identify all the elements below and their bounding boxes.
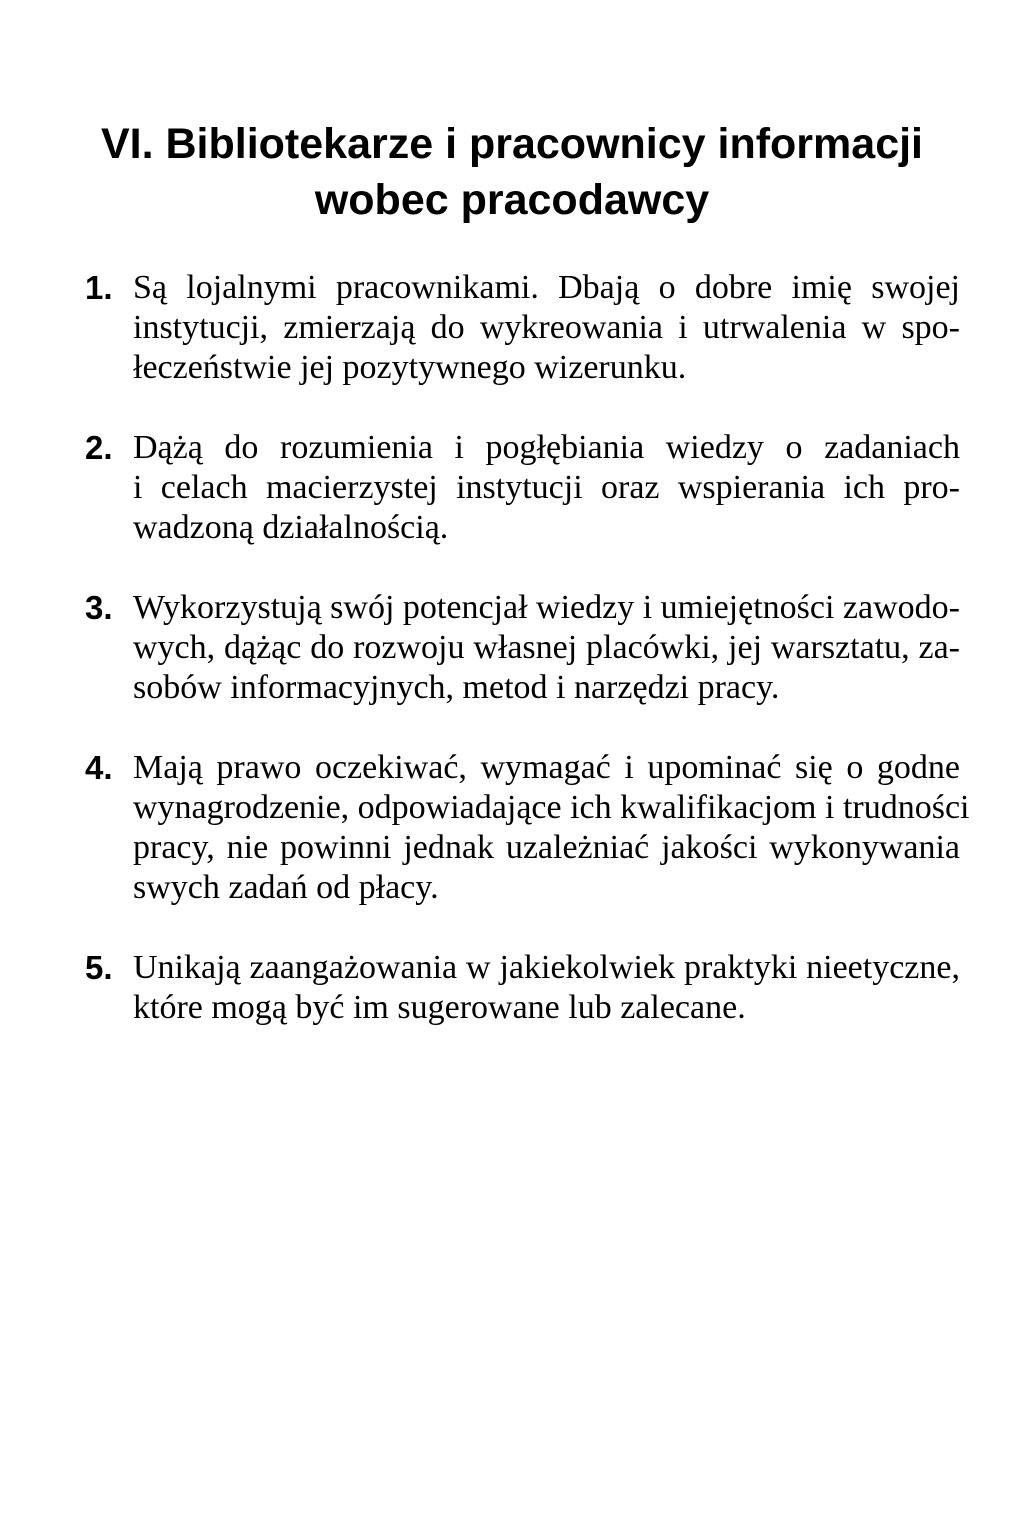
item-line: Są lojalnymi pracownikami. Dbają o dobre imię swojej [133, 269, 960, 306]
list-item [85, 948, 960, 1028]
item-line: sobów informacyjnych, metod i narzędzi pracy. [133, 669, 780, 706]
item-line: Unikają zaangażowania w jakiekolwiek praktyki nieetyczne, [133, 949, 960, 986]
item-line: Wykorzystują swój potencjał wiedzy i umiejętności zawodo- [133, 589, 960, 626]
item-number: 5. [85, 949, 113, 986]
list-item [85, 428, 960, 548]
item-line: i celach macierzystej instytucji oraz wspierania ich pro- [133, 469, 960, 506]
item-number: 2. [85, 429, 113, 466]
item-line: swych zadań od płacy. [133, 869, 439, 906]
item-number: 3. [85, 589, 113, 626]
item-line: wadzoną działalnością. [133, 509, 449, 546]
item-number: 4. [85, 749, 113, 786]
item-line: Mają prawo oczekiwać, wymagać i upominać się o godne [133, 749, 960, 786]
page-title [70, 116, 954, 228]
list-item [85, 268, 960, 388]
list-item [85, 588, 960, 708]
item-line: wych, dążąc do rozwoju własnej placówki, jej warsztatu, za- [133, 629, 960, 666]
numbered-list [85, 268, 970, 1068]
title-line-2: wobec pracodawcy [314, 176, 710, 224]
item-line: instytucji, zmierzają do wykreowania i utrwalenia w spo- [133, 309, 960, 346]
item-line: pracy, nie powinni jednak uzależniać jakości wykonywania [133, 829, 960, 866]
item-line: łeczeństwie jej pozytywnego wizerunku. [133, 349, 687, 386]
item-line: Dążą do rozumienia i pogłębiania wiedzy o zadaniach [133, 429, 960, 466]
title-line-1: VI. Bibliotekarze i pracownicy informacji [100, 120, 924, 168]
list-item [85, 748, 970, 908]
item-number: 1. [85, 269, 113, 306]
item-line: wynagrodzenie, odpowiadające ich kwalifikacjom i trudności [133, 789, 970, 826]
item-line: które mogą być im sugerowane lub zalecane. [133, 989, 746, 1026]
